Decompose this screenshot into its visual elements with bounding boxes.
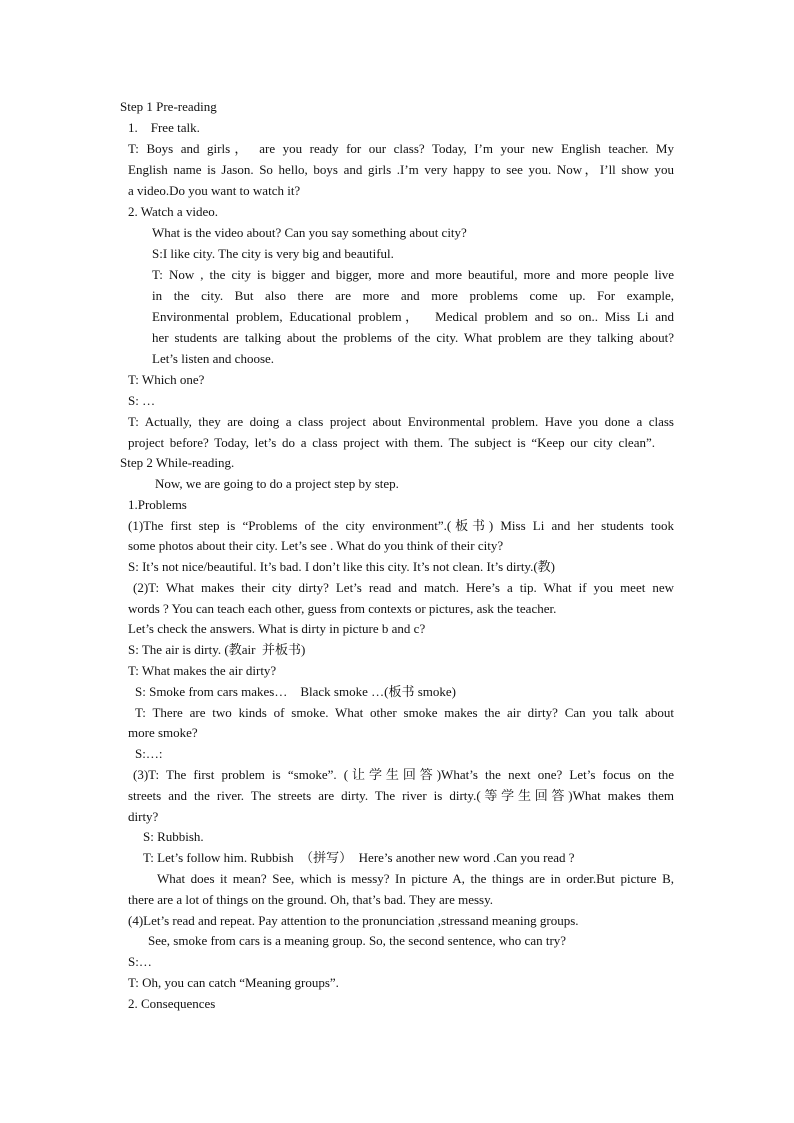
teacher-line: T: Now , the city is bigger and bigger, more and more beautiful, more and more people live	[152, 267, 674, 282]
teacher-line: T: What makes the air dirty?	[128, 663, 277, 678]
paragraph-line: See, smoke from cars is a meaning group. So, the second sentence, who can try?	[148, 933, 567, 948]
teacher-line: Environmental problem, Educational problem， Medical problem and so on.. Miss Li and	[152, 309, 674, 324]
teacher-line: a video.Do you want to watch it?	[128, 183, 301, 198]
paragraph-line: (2)T: What makes their city dirty? Let’s read and match. Here’s a tip. What if you meet new	[133, 580, 674, 595]
student-line: S:…	[128, 954, 152, 969]
teacher-line: T: Which one?	[128, 372, 205, 387]
teacher-line: project before? Today, let’s do a class project with them. The subject is “Keep our city clean”.	[128, 435, 655, 450]
paragraph-line: there are a lot of things on the ground. Oh, that’s bad. They are messy.	[128, 892, 493, 907]
paragraph-line: What does it mean? See, which is messy? In picture A, the things are in order.But picture B,	[157, 871, 674, 886]
student-line: S: …	[128, 393, 156, 408]
paragraph-line: (4)Let’s read and repeat. Pay attention to the pronunciation ,stressand meaning groups.	[128, 913, 579, 928]
student-line: S:I like city. The city is very big and beautiful.	[152, 246, 394, 261]
paragraph-line: (3)T: The first problem is “smoke”. (让学生回答)What’s the next one? Let’s focus on the	[133, 767, 674, 782]
paragraph-line: streets and the river. The streets are dirty. The river is dirty.(等学生回答)What makes them	[128, 788, 674, 803]
list-item-free-talk: 1. Free talk.	[128, 120, 200, 135]
teacher-line: more smoke?	[128, 725, 198, 740]
list-item-watch-video: 2. Watch a video.	[128, 204, 219, 219]
teacher-line: English name is Jason. So hello, boys and girls .I’m very happy to see you. Now，I’ll show you	[128, 162, 674, 177]
teacher-line: T: Oh, you can catch “Meaning groups”.	[128, 975, 339, 990]
student-line: S:…:	[135, 746, 163, 761]
intro-line: Now, we are going to do a project step by step.	[155, 476, 399, 491]
paragraph-line: dirty?	[128, 809, 159, 824]
step1-heading: Step 1 Pre-reading	[120, 99, 217, 114]
instruction-line: Let’s check the answers. What is dirty in picture b and c?	[128, 621, 426, 636]
paragraph-line: words ? You can teach each other, guess from contexts or pictures, ask the teacher.	[128, 601, 557, 616]
teacher-line: T: Boys and girls， are you ready for our class? Today, I’m your new English teacher. My	[128, 141, 674, 156]
teacher-line: Let’s listen and choose.	[152, 351, 275, 366]
section-label-consequences: 2. Consequences	[128, 996, 216, 1011]
teacher-line: T: There are two kinds of smoke. What other smoke makes the air dirty? Can you talk about	[135, 705, 674, 720]
student-line: S: Smoke from cars makes… Black smoke …(板书 smoke)	[135, 684, 456, 699]
student-line: S: The air is dirty. (教air 并板书)	[128, 642, 306, 657]
teacher-line: her students are talking about the problems of the city. What problem are they talking about?	[152, 330, 674, 345]
paragraph-line: some photos about their city. Let’s see . What do you think of their city?	[128, 538, 504, 553]
student-line: S: Rubbish.	[143, 829, 204, 844]
step2-heading: Step 2 While-reading.	[120, 455, 235, 470]
teacher-line: in the city. But also there are more and more problems come up. For example,	[152, 288, 674, 303]
teacher-line: T: Actually, they are doing a class project about Environmental problem. Have you done a class	[128, 414, 674, 429]
paragraph-line: (1)The first step is “Problems of the city environment”.(板书) Miss Li and her students took	[128, 518, 674, 533]
question-line: What is the video about? Can you say something about city?	[152, 225, 467, 240]
section-label-problems: 1.Problems	[128, 497, 187, 512]
teacher-line: T: Let’s follow him. Rubbish （拼写） Here’s another new word .Can you read ?	[143, 850, 575, 865]
student-line: S: It’s not nice/beautiful. It’s bad. I don’t like this city. It’s not clean. It’s dirty.(教)	[128, 559, 556, 574]
